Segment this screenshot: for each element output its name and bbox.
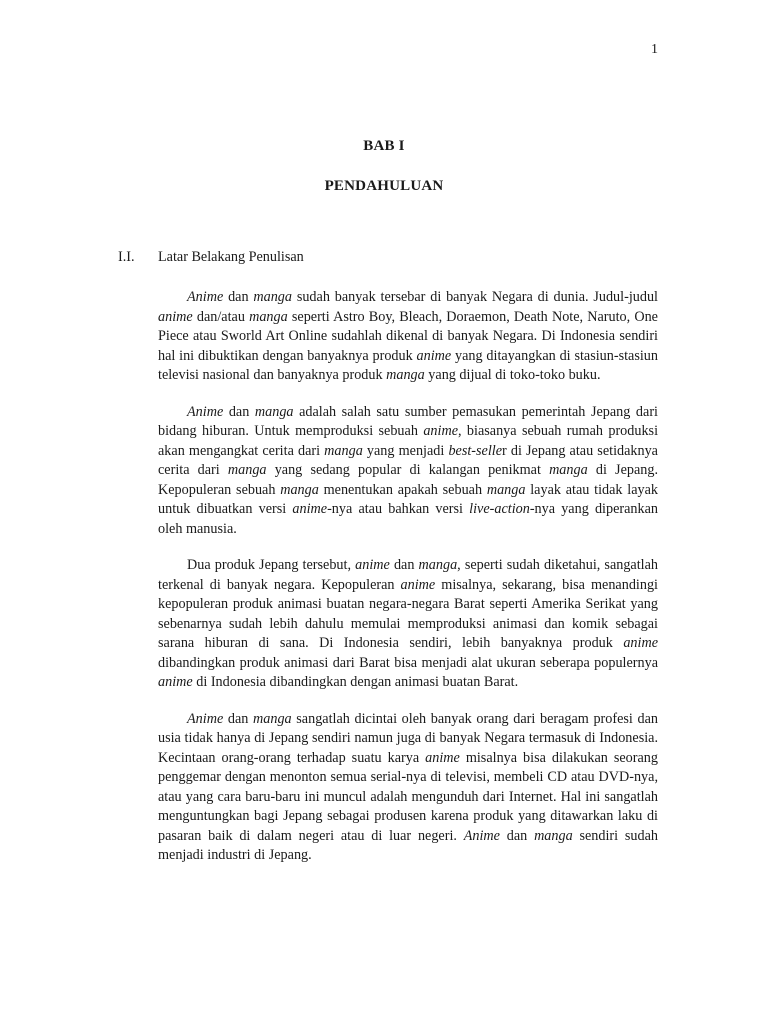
paragraph: Anime dan manga adalah salah satu sumber pemasukan pemerintah Jepang dari bidang hiburan. Untuk memproduksi sebuah anime, biasanya sebuah rumah produksi akan mengangkat cerita dari manga yang menjadi best-seller di Jepang atau setidaknya cerita dari manga yang sedang popular di kalangan penikmat manga di Jepang. Kepopuleran sebuah manga menentukan apakah sebuah manga layak atau tidak layak untuk dibuatkan versi anime-nya atau bahkan versi live-action-nya yang diperankan oleh manusia. [158,403,659,537]
section-title: Latar Belakang Penulisan [158,249,304,265]
page-number: 1 [651,42,658,57]
chapter-number: BAB I [363,138,405,154]
paragraph: Dua produk Jepang tersebut, anime dan manga, seperti sudah diketahui, sangatlah terkenal di banyak negara. Kepopuleran anime misalnya, sekarang, bisa menandingi kepopuleran produk animasi buatan negara-negara Barat seperti Amerika Serikat yang sebenarnya sudah lebih dahulu memulai memproduksi animasi dan komik sebagai sarana hiburan di sana. Di Indonesia sendiri, lebih banyaknya produk anime dibandingkan produk animasi dari Barat bisa menjadi alat ukuran seberapa populernya anime di Indonesia dibandingkan dengan animasi buatan Barat. [158,557,658,690]
section-heading [118,249,304,266]
chapter-title: PENDAHULUAN [324,178,444,194]
body-text [158,288,658,866]
paragraph: Anime dan manga sudah banyak tersebar di banyak Negara di dunia. Judul-judul anime dan/atau manga seperti Astro Boy, Bleach, Doraemon, Death Note, Naruto, One Piece atau Sworld Art Online sudahlah dikenal di banyak Negara. Di Indonesia sendiri hal ini dibuktikan dengan banyaknya produk anime yang ditayangkan di stasiun-stasiun televisi nasional dan banyaknya produk manga yang dijual di toko-toko buku. [158,289,658,383]
section-number: I.I. [118,249,135,265]
paragraph: Anime dan manga sangatlah dicintai oleh banyak orang dari beragam profesi dan usia tidak hanya di Jepang sendiri namun juga di banyak Negara termasuk di Indonesia. Kecintaan orang-orang terhadap suatu karya anime misalnya bisa dilakukan seorang penggemar dengan menonton semua serial-nya di televisi, membeli CD atau DVD-nya, atau yang cara baru-baru ini muncul adalah mengunduh dari Internet. Hal ini sangatlah menguntungkan bagi Jepang sebagai produsen karena produk yang ditawarkan laku di pasaran baik di dalam negeri atau di luar negeri. Anime dan manga sendiri sudah menjadi industri di Jepang. [158,710,658,863]
